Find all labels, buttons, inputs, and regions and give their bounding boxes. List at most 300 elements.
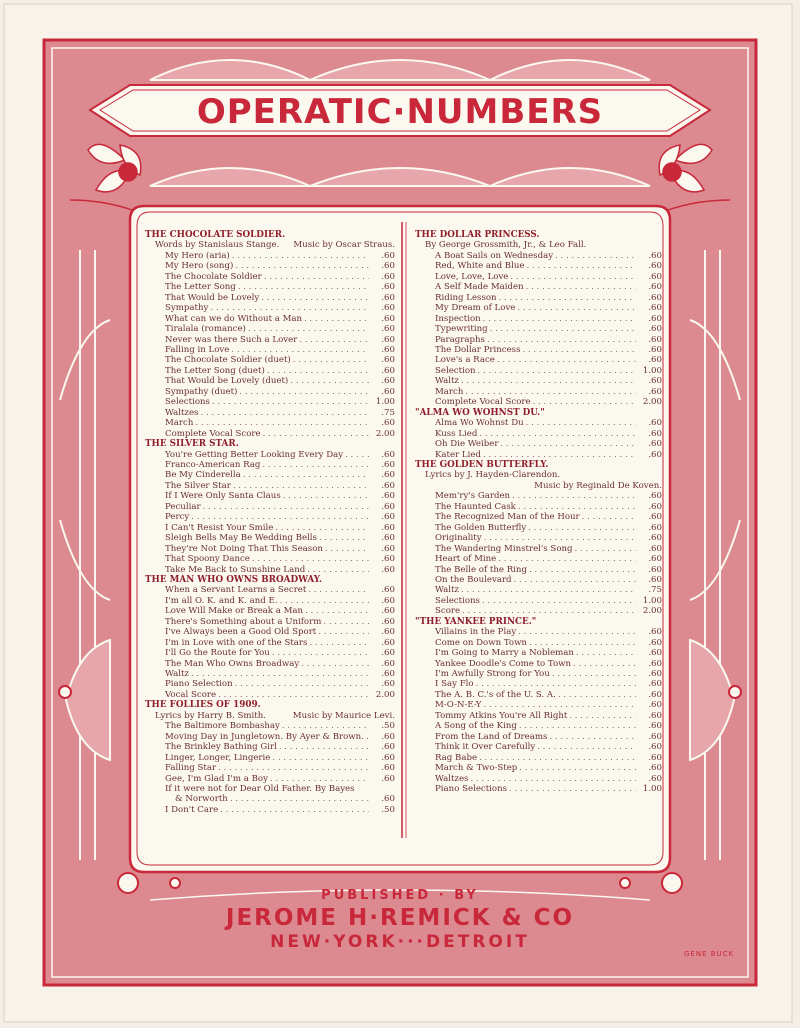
dot-leader bbox=[239, 387, 369, 397]
song-price: .60 bbox=[648, 501, 662, 512]
song-price: .60 bbox=[648, 700, 662, 711]
song-price: .60 bbox=[381, 752, 395, 763]
song-price: .60 bbox=[648, 574, 662, 585]
song-title: The Dollar Princess bbox=[435, 344, 521, 355]
song-price: .60 bbox=[381, 355, 395, 366]
dot-leader bbox=[235, 679, 369, 689]
song-price: .60 bbox=[648, 679, 662, 690]
song-title: Linger, Longer, Lingerie bbox=[165, 752, 271, 763]
song-listing bbox=[145, 774, 395, 784]
song-title: Think it Over Carefully bbox=[435, 742, 536, 753]
dot-leader bbox=[218, 690, 369, 700]
dot-leader bbox=[307, 565, 369, 575]
show-title: THE SILVER STAR. bbox=[145, 439, 239, 450]
show-section bbox=[145, 230, 395, 439]
dot-leader bbox=[366, 732, 369, 742]
song-title: Love Will Make or Break a Man bbox=[165, 606, 304, 617]
song-title: Come on Down Town bbox=[435, 637, 527, 648]
song-price: .60 bbox=[648, 512, 662, 523]
dot-leader bbox=[476, 679, 636, 689]
show-section bbox=[145, 700, 395, 815]
song-title: My Hero (song) bbox=[165, 261, 234, 272]
song-title: I Can't Resist Your Smile bbox=[165, 522, 274, 533]
song-listing bbox=[145, 397, 395, 407]
dot-leader bbox=[230, 794, 369, 804]
song-listing bbox=[145, 753, 395, 763]
song-listing bbox=[145, 460, 395, 470]
song-price: .60 bbox=[648, 637, 662, 648]
dot-leader bbox=[191, 512, 369, 522]
song-title: Originality bbox=[435, 533, 482, 544]
show-title: THE GOLDEN BUTTERFLY. bbox=[415, 459, 549, 470]
song-listing bbox=[415, 355, 662, 365]
song-title: Waltz bbox=[165, 669, 189, 680]
song-listing bbox=[145, 324, 395, 334]
song-title: The Golden Butterfly bbox=[435, 522, 527, 533]
dot-leader bbox=[490, 324, 636, 334]
show-section bbox=[415, 617, 662, 795]
dot-leader bbox=[526, 261, 636, 271]
song-title: Piano Selection bbox=[165, 679, 233, 690]
song-price: .60 bbox=[648, 658, 662, 669]
song-listing bbox=[415, 679, 662, 689]
song-listing bbox=[145, 491, 395, 501]
song-title: & Norworth bbox=[175, 794, 228, 805]
song-price: .60 bbox=[381, 459, 395, 470]
dot-leader bbox=[191, 669, 369, 679]
credit-line bbox=[415, 240, 662, 250]
song-title: Sympathy (duet) bbox=[165, 386, 238, 397]
song-listing bbox=[145, 502, 395, 512]
song-listing bbox=[145, 784, 395, 794]
dot-leader bbox=[514, 575, 636, 585]
song-listing bbox=[415, 523, 662, 533]
song-listing bbox=[415, 272, 662, 282]
song-price: .60 bbox=[381, 491, 395, 502]
show-section bbox=[415, 230, 662, 408]
song-title: Tommy Atkins You're All Right bbox=[435, 710, 568, 721]
song-title: Franco-American Rag bbox=[165, 459, 261, 470]
song-title: They're Not Doing That This Season bbox=[165, 543, 323, 554]
show-title: THE CHOCOLATE SOLDIER. bbox=[145, 230, 286, 240]
dot-leader bbox=[479, 429, 636, 439]
dot-leader bbox=[279, 742, 369, 752]
credit-line bbox=[415, 470, 662, 480]
song-listing bbox=[415, 565, 662, 575]
dot-leader bbox=[309, 638, 369, 648]
song-title: I'm all O. K. and K. and E. bbox=[165, 595, 278, 606]
dot-leader bbox=[263, 429, 369, 439]
lyricist-credit: Lyrics by J. Hayden-Clarendon. bbox=[425, 470, 561, 481]
song-listing bbox=[415, 575, 662, 585]
song-price: .60 bbox=[381, 637, 395, 648]
song-price: .60 bbox=[381, 512, 395, 523]
song-listing bbox=[145, 481, 395, 491]
song-listing bbox=[145, 544, 395, 554]
song-price: 2.00 bbox=[642, 397, 662, 408]
song-title: A Boat Sails on Wednesday bbox=[435, 250, 554, 261]
song-price: .60 bbox=[648, 376, 662, 387]
song-listing bbox=[415, 303, 662, 313]
dot-leader bbox=[526, 418, 636, 428]
song-price: .60 bbox=[648, 344, 662, 355]
song-listing bbox=[415, 439, 662, 449]
song-title: The Chocolate Soldier bbox=[165, 271, 262, 282]
dot-leader bbox=[299, 335, 369, 345]
dot-leader bbox=[290, 376, 369, 386]
song-title: That Spoony Dance bbox=[165, 554, 250, 565]
dot-leader bbox=[510, 272, 636, 282]
song-title: Kuss Lied bbox=[435, 428, 478, 439]
song-listing bbox=[145, 627, 395, 637]
song-price: .60 bbox=[381, 606, 395, 617]
song-title: Sleigh Bells May Be Wedding Bells bbox=[165, 533, 317, 544]
artist-signature: GENE BUCK bbox=[684, 950, 735, 958]
song-title: Waltz bbox=[435, 585, 459, 596]
dot-leader bbox=[210, 303, 369, 313]
composer-credit: Music by Oscar Straus. bbox=[293, 240, 395, 251]
song-listing bbox=[415, 627, 662, 637]
dot-leader bbox=[304, 314, 369, 324]
dot-leader bbox=[509, 784, 636, 794]
song-title: Selection bbox=[435, 365, 476, 376]
song-title: From the Land of Dreams bbox=[435, 731, 548, 742]
song-listing bbox=[145, 690, 395, 700]
publisher-line-1: PUBLISHED · BY bbox=[321, 888, 479, 903]
dot-leader bbox=[461, 585, 636, 595]
song-listing bbox=[415, 648, 662, 658]
song-title: I Say Flo bbox=[435, 679, 474, 690]
dot-leader bbox=[243, 470, 369, 480]
song-price: .60 bbox=[381, 648, 395, 659]
song-title: Falling Star bbox=[165, 763, 217, 774]
song-listing bbox=[415, 429, 662, 439]
song-listing bbox=[415, 763, 662, 773]
dot-leader bbox=[470, 774, 636, 784]
song-listing bbox=[415, 721, 662, 731]
dot-leader bbox=[529, 638, 636, 648]
song-listing bbox=[145, 303, 395, 313]
song-title: M-O-N-E-Y bbox=[435, 700, 482, 711]
song-price: .60 bbox=[381, 376, 395, 387]
composer-credit: Music by Reginald De Koven. bbox=[534, 480, 662, 491]
dot-leader bbox=[537, 742, 636, 752]
song-listing bbox=[415, 502, 662, 512]
song-listing bbox=[415, 784, 662, 794]
credit-line bbox=[145, 711, 395, 721]
show-title: THE MAN WHO OWNS BROADWAY. bbox=[145, 574, 322, 585]
dot-leader bbox=[549, 732, 636, 742]
dot-leader bbox=[261, 293, 369, 303]
dot-leader bbox=[529, 565, 636, 575]
song-price: .60 bbox=[648, 763, 662, 774]
song-price: .60 bbox=[381, 564, 395, 575]
song-title: The Chocolate Soldier (duet) bbox=[165, 355, 291, 366]
dot-leader bbox=[270, 774, 369, 784]
song-price: .60 bbox=[381, 386, 395, 397]
song-title: Riding Lesson bbox=[435, 292, 497, 303]
dot-leader bbox=[232, 251, 369, 261]
song-listing bbox=[415, 753, 662, 763]
song-price: .60 bbox=[381, 669, 395, 680]
song-title: The Brinkley Bathing Girl bbox=[165, 742, 277, 753]
dot-leader bbox=[220, 805, 369, 815]
song-listing bbox=[145, 272, 395, 282]
song-title: Never was there Such a Lover bbox=[165, 334, 298, 345]
song-listing bbox=[415, 638, 662, 648]
song-listing bbox=[415, 397, 662, 407]
song-title: I'm Awfully Strong for You bbox=[435, 669, 550, 680]
song-title: If it were not for Dear Old Father. By Bayes bbox=[165, 784, 355, 795]
song-listing bbox=[415, 585, 662, 595]
composer-credit: Music by Maurice Levi. bbox=[292, 710, 395, 721]
song-price: .60 bbox=[648, 742, 662, 753]
song-listing bbox=[415, 669, 662, 679]
song-title: Peculiar bbox=[165, 501, 201, 512]
dot-leader bbox=[233, 481, 369, 491]
dot-leader bbox=[275, 523, 369, 533]
song-listing bbox=[415, 335, 662, 345]
song-listing bbox=[145, 293, 395, 303]
dot-leader bbox=[573, 659, 636, 669]
song-listing bbox=[145, 742, 395, 752]
song-price: .60 bbox=[648, 261, 662, 272]
dot-leader bbox=[283, 491, 369, 501]
song-listing bbox=[415, 732, 662, 742]
dot-leader bbox=[203, 502, 369, 512]
song-price: .60 bbox=[648, 491, 662, 502]
song-price: .60 bbox=[648, 689, 662, 700]
song-price: 2.00 bbox=[642, 606, 662, 617]
show-title: "ALMA WO WOHNST DU." bbox=[415, 407, 545, 418]
song-price: .60 bbox=[648, 334, 662, 345]
song-price: .50 bbox=[381, 721, 395, 732]
song-price: .60 bbox=[648, 522, 662, 533]
song-price: .50 bbox=[381, 804, 395, 815]
show-section bbox=[145, 575, 395, 700]
dot-leader bbox=[518, 502, 636, 512]
song-price: .60 bbox=[381, 533, 395, 544]
song-listing bbox=[145, 355, 395, 365]
dot-leader bbox=[575, 544, 636, 554]
song-price: .60 bbox=[648, 648, 662, 659]
song-price: .75 bbox=[648, 585, 662, 596]
publisher-block bbox=[150, 888, 650, 952]
page-title: OPERATIC·NUMBERS bbox=[196, 92, 604, 132]
song-price: 2.00 bbox=[375, 689, 395, 700]
song-listing bbox=[145, 251, 395, 261]
song-listing bbox=[145, 387, 395, 397]
song-title: Love's a Race bbox=[435, 355, 495, 366]
song-title: The Letter Song (duet) bbox=[165, 365, 265, 376]
dot-leader bbox=[582, 512, 636, 522]
song-price: .60 bbox=[381, 616, 395, 627]
dot-leader bbox=[569, 711, 636, 721]
dot-leader bbox=[248, 324, 369, 334]
song-listing bbox=[145, 470, 395, 480]
dot-leader bbox=[558, 690, 636, 700]
song-listing bbox=[415, 700, 662, 710]
song-price: .60 bbox=[381, 763, 395, 774]
song-price: .60 bbox=[381, 543, 395, 554]
dot-leader bbox=[482, 596, 636, 606]
song-listing bbox=[145, 554, 395, 564]
song-title: What can we do Without a Man bbox=[165, 313, 303, 324]
song-listing bbox=[145, 617, 395, 627]
song-price: .60 bbox=[648, 250, 662, 261]
dot-leader bbox=[345, 450, 369, 460]
song-title: The Silver Star bbox=[165, 480, 231, 491]
song-title: When a Servant Learns a Secret bbox=[165, 585, 307, 596]
song-listing bbox=[145, 732, 395, 742]
song-price: 2.00 bbox=[375, 428, 395, 439]
song-title: Selections bbox=[435, 595, 480, 606]
song-title: Tiralala (romance) bbox=[165, 324, 246, 335]
dot-leader bbox=[212, 397, 369, 407]
song-price: .60 bbox=[648, 564, 662, 575]
song-listing bbox=[415, 491, 662, 501]
song-listing bbox=[145, 376, 395, 386]
song-listing bbox=[145, 805, 395, 815]
lyricist-credit: By George Grossmith, Jr., & Leo Fall. bbox=[425, 240, 587, 251]
song-price: 1.00 bbox=[642, 784, 662, 795]
song-title: I'll Go the Route for You bbox=[165, 648, 270, 659]
song-price: .60 bbox=[381, 449, 395, 460]
song-title: Take Me Back to Sunshine Land bbox=[165, 564, 306, 575]
song-listing bbox=[415, 418, 662, 428]
song-listing bbox=[415, 606, 662, 616]
song-price: .60 bbox=[381, 324, 395, 335]
song-title: Paragraphs bbox=[435, 334, 485, 345]
song-title: I've Always been a Good Old Sport bbox=[165, 627, 317, 638]
dot-leader bbox=[576, 648, 636, 658]
song-listing bbox=[145, 418, 395, 428]
song-title: The Recognized Man of the Hour bbox=[435, 512, 580, 523]
song-title: Complete Vocal Score bbox=[165, 428, 261, 439]
song-title: My Hero (aria) bbox=[165, 250, 230, 261]
song-price: 1.00 bbox=[642, 595, 662, 606]
song-price: .60 bbox=[648, 324, 662, 335]
song-listing bbox=[415, 261, 662, 271]
song-listing bbox=[145, 408, 395, 418]
song-price: .60 bbox=[381, 794, 395, 805]
song-listing bbox=[145, 450, 395, 460]
dot-leader bbox=[462, 606, 636, 616]
song-title: A Self Made Maiden bbox=[435, 282, 524, 293]
song-title: Score bbox=[435, 606, 461, 617]
song-title: Mem'ry's Garden bbox=[435, 491, 511, 502]
song-title: Waltz bbox=[435, 376, 459, 387]
song-title: My Dream of Love bbox=[435, 303, 516, 314]
song-price: .60 bbox=[648, 449, 662, 460]
song-listing bbox=[145, 366, 395, 376]
song-title: Gee, I'm Glad I'm a Boy bbox=[165, 773, 268, 784]
song-listing bbox=[145, 523, 395, 533]
song-listing bbox=[145, 512, 395, 522]
song-listing bbox=[415, 324, 662, 334]
song-title: Selections bbox=[165, 397, 210, 408]
song-title: Love, Love, Love bbox=[435, 271, 509, 282]
song-title: A Song of the King bbox=[435, 721, 517, 732]
dot-leader bbox=[308, 585, 369, 595]
dot-leader bbox=[262, 460, 369, 470]
song-listing bbox=[145, 679, 395, 689]
dot-leader bbox=[518, 627, 636, 637]
song-price: .60 bbox=[381, 261, 395, 272]
song-price: .60 bbox=[648, 773, 662, 784]
song-listing bbox=[415, 774, 662, 784]
song-listing bbox=[415, 450, 662, 460]
song-listing bbox=[145, 794, 395, 804]
song-price: .60 bbox=[381, 292, 395, 303]
song-price: .60 bbox=[381, 334, 395, 345]
dot-leader bbox=[484, 533, 636, 543]
song-listing bbox=[145, 565, 395, 575]
song-title: The Baltimore Bombashay bbox=[165, 721, 280, 732]
dot-leader bbox=[523, 345, 636, 355]
credit-line bbox=[145, 240, 395, 250]
song-listing bbox=[415, 596, 662, 606]
show-title: THE DOLLAR PRINCESS. bbox=[415, 230, 540, 240]
dot-leader bbox=[280, 596, 369, 606]
song-price: .60 bbox=[648, 731, 662, 742]
song-title: Be My Cinderella bbox=[165, 470, 241, 481]
song-title: If I Were Only Santa Claus bbox=[165, 491, 281, 502]
show-section bbox=[415, 408, 662, 460]
song-title: Complete Vocal Score bbox=[435, 397, 531, 408]
song-title: Vocal Score bbox=[165, 689, 217, 700]
song-listing bbox=[415, 659, 662, 669]
song-listing bbox=[145, 282, 395, 292]
dot-leader bbox=[325, 544, 369, 554]
song-price: 1.00 bbox=[375, 397, 395, 408]
song-title: Waltzes bbox=[165, 407, 199, 418]
song-title: Rag Babe bbox=[435, 752, 478, 763]
right-column bbox=[415, 230, 662, 794]
song-title: I Don't Care bbox=[165, 804, 219, 815]
song-listing bbox=[415, 314, 662, 324]
dot-leader bbox=[305, 606, 369, 616]
dot-leader bbox=[282, 721, 369, 731]
left-column bbox=[145, 230, 395, 815]
dot-leader bbox=[218, 763, 369, 773]
song-price: .60 bbox=[381, 313, 395, 324]
song-title: The Letter Song bbox=[165, 282, 236, 293]
song-listing bbox=[145, 261, 395, 271]
dot-leader bbox=[512, 491, 636, 501]
song-listing bbox=[415, 387, 662, 397]
song-listing bbox=[415, 282, 662, 292]
song-price: .60 bbox=[381, 250, 395, 261]
dot-leader bbox=[319, 533, 369, 543]
song-listing bbox=[145, 669, 395, 679]
song-listing bbox=[415, 366, 662, 376]
song-price: .60 bbox=[381, 418, 395, 429]
song-price: .60 bbox=[648, 710, 662, 721]
song-title: The Man Who Owns Broadway bbox=[165, 658, 300, 669]
song-title: Inspection bbox=[435, 313, 481, 324]
lyricist-credit: Lyrics by Harry B. Smith. bbox=[155, 710, 267, 721]
song-price: .60 bbox=[381, 585, 395, 596]
song-title: Red, White and Blue bbox=[435, 261, 525, 272]
song-listing bbox=[145, 335, 395, 345]
song-listing bbox=[145, 533, 395, 543]
dot-leader bbox=[200, 408, 369, 418]
song-title: March bbox=[165, 418, 194, 429]
song-title: That Would be Lovely bbox=[165, 292, 260, 303]
dot-leader bbox=[479, 753, 636, 763]
show-title: "THE YANKEE PRINCE." bbox=[415, 616, 537, 627]
